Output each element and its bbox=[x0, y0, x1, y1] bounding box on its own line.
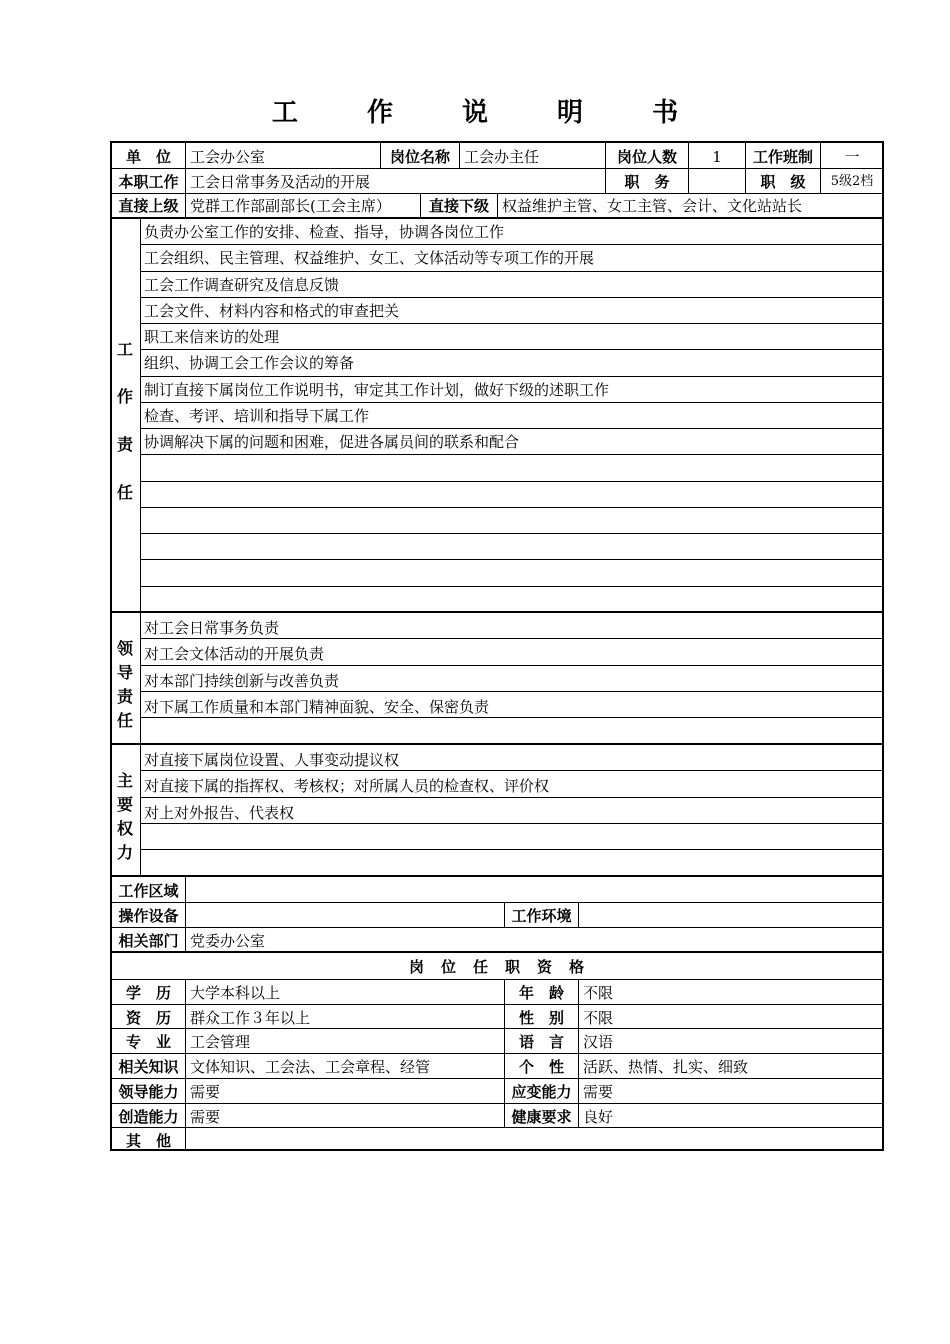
row-divider bbox=[110, 1078, 884, 1079]
position-label: 岗位名称 bbox=[389, 148, 450, 166]
qualification-value: 需要 bbox=[190, 1082, 221, 1101]
qualifications-heading: 岗 位 任 职 资 格 bbox=[408, 958, 585, 976]
superior-label: 直接上级 bbox=[118, 197, 179, 215]
equipment-label: 操作设备 bbox=[118, 907, 179, 925]
qualification-value: 需要 bbox=[190, 1107, 221, 1126]
row-divider bbox=[140, 665, 884, 666]
responsibility-item: 工会组织、民主管理、权益维护、女工、文体活动等专项工作的开展 bbox=[144, 249, 595, 268]
subordinate-label: 直接下级 bbox=[428, 197, 489, 215]
row-divider bbox=[110, 1103, 884, 1104]
other-label: 其 他 bbox=[125, 1132, 171, 1150]
row-divider bbox=[140, 271, 884, 272]
position-value: 工会办主任 bbox=[464, 148, 540, 166]
responsibility-item: 职工来信来访的处理 bbox=[144, 328, 280, 346]
qualification-value: 活跃、热情、扎实、细致 bbox=[583, 1058, 749, 1077]
leadership-item: 对下属工作质量和本部门精神面貌、安全、保密负责 bbox=[144, 697, 490, 716]
row-divider bbox=[140, 454, 884, 455]
related-dept-value: 党委办公室 bbox=[190, 932, 266, 950]
headcount-label: 岗位人数 bbox=[616, 148, 677, 166]
responsibility-item: 制订直接下属岗位工作说明书，审定其工作计划，做好下级的述职工作 bbox=[144, 380, 610, 399]
qualification-label: 性 别 bbox=[518, 1008, 564, 1027]
row-divider bbox=[110, 1028, 884, 1029]
qualification-label: 学 历 bbox=[125, 984, 171, 1002]
row-divider bbox=[140, 559, 884, 560]
row-divider bbox=[110, 1004, 884, 1005]
row-divider bbox=[140, 244, 884, 245]
grade-value: 5级2档 bbox=[830, 174, 874, 189]
leadership-item: 对工会文体活动的开展负责 bbox=[144, 645, 325, 664]
qualification-label: 年 龄 bbox=[518, 984, 564, 1002]
powers-label-char: 主 bbox=[116, 771, 133, 790]
row-divider bbox=[140, 586, 884, 587]
row-divider bbox=[140, 691, 884, 692]
powers-label-char: 要 bbox=[116, 795, 133, 814]
power-item: 对直接下属岗位设置、人事变动提议权 bbox=[144, 751, 400, 769]
row-divider bbox=[140, 507, 884, 508]
powers-label-char: 力 bbox=[116, 843, 133, 862]
row-divider bbox=[140, 533, 884, 534]
qualification-label: 应变能力 bbox=[511, 1082, 572, 1101]
duty-label: 职 务 bbox=[624, 173, 670, 191]
row-divider bbox=[110, 1053, 884, 1054]
powers-label-char: 权 bbox=[116, 819, 133, 838]
leadership-label-char: 任 bbox=[116, 711, 133, 730]
row-divider bbox=[140, 323, 884, 324]
qualification-value: 需要 bbox=[583, 1082, 614, 1101]
superior-value: 党群工作部副部长(工会主席） bbox=[190, 197, 391, 215]
row-divider bbox=[140, 481, 884, 482]
qualification-label: 领导能力 bbox=[118, 1082, 179, 1101]
responsibility-item: 组织、协调工会工作会议的筹备 bbox=[144, 354, 355, 373]
subordinate-value: 权益维护主管、女工主管、会计、文化站站长 bbox=[502, 197, 803, 215]
leadership-label-char: 导 bbox=[116, 663, 133, 682]
qualification-value: 良好 bbox=[583, 1107, 614, 1126]
row-divider bbox=[140, 349, 884, 350]
related-dept-label: 相关部门 bbox=[118, 932, 179, 950]
work-environment-label: 工作环境 bbox=[511, 907, 572, 925]
responsibility-item: 协调解决下属的问题和困难，促进各属员间的联系和配合 bbox=[144, 433, 520, 451]
power-item: 对上对外报告、代表权 bbox=[144, 803, 295, 822]
qualification-value: 不限 bbox=[583, 984, 614, 1002]
row-divider bbox=[140, 297, 884, 298]
unit-value: 工会办公室 bbox=[190, 148, 266, 166]
shift-value: 一 bbox=[844, 148, 860, 166]
qualification-label: 健康要求 bbox=[511, 1107, 572, 1126]
grade-label: 职 级 bbox=[760, 173, 806, 191]
responsibility-item: 负责办公室工作的安排、检查、指导，协调各岗位工作 bbox=[144, 223, 505, 241]
row-divider bbox=[110, 979, 884, 980]
section-divider bbox=[110, 611, 884, 613]
leadership-label-char: 领 bbox=[116, 639, 133, 658]
col-divider bbox=[504, 979, 505, 1127]
responsibilities-label-char: 工 bbox=[116, 340, 133, 359]
qualification-label: 语 言 bbox=[518, 1033, 564, 1052]
leadership-item: 对本部门持续创新与改善负责 bbox=[144, 671, 340, 690]
qualification-label: 资 历 bbox=[125, 1008, 171, 1027]
qualification-value: 汉语 bbox=[583, 1033, 614, 1052]
row-divider bbox=[140, 797, 884, 798]
qualification-label: 专 业 bbox=[125, 1033, 171, 1052]
col-divider bbox=[578, 902, 579, 927]
responsibility-item: 工会文件、材料内容和格式的审查把关 bbox=[144, 301, 400, 320]
responsibilities-label-char: 作 bbox=[116, 387, 133, 406]
responsibilities-label-char: 责 bbox=[116, 435, 133, 454]
work-area-label: 工作区域 bbox=[118, 882, 179, 900]
qualification-value: 文体知识、工会法、工会章程、经管 bbox=[190, 1058, 431, 1077]
col-divider bbox=[185, 979, 186, 1151]
main-work-value: 工会日常事务及活动的开展 bbox=[190, 173, 371, 191]
row-divider bbox=[140, 849, 884, 850]
leadership-item: 对工会日常事务负责 bbox=[144, 619, 280, 637]
qualification-label: 创造能力 bbox=[118, 1107, 179, 1126]
qualification-value: 不限 bbox=[583, 1008, 614, 1027]
page-title: 工 作 说 明 书 bbox=[271, 98, 709, 128]
leadership-label-char: 责 bbox=[116, 687, 133, 706]
section-label-divider bbox=[140, 217, 141, 876]
power-item: 对直接下属的指挥权、考核权；对所属人员的检查权、评价权 bbox=[144, 777, 550, 796]
section-divider bbox=[110, 743, 884, 745]
row-divider bbox=[140, 376, 884, 377]
row-divider bbox=[140, 402, 884, 403]
responsibilities-label-char: 任 bbox=[116, 483, 133, 502]
qualification-label: 相关知识 bbox=[118, 1058, 179, 1077]
main-work-label: 本职工作 bbox=[118, 173, 179, 191]
shift-label: 工作班制 bbox=[752, 148, 813, 166]
row-divider bbox=[140, 638, 884, 639]
unit-label: 单 位 bbox=[125, 148, 171, 166]
row-divider bbox=[140, 428, 884, 429]
qualification-value: 群众工作３年以上 bbox=[190, 1008, 311, 1027]
section-divider bbox=[110, 875, 884, 877]
qualification-value: 工会管理 bbox=[190, 1033, 251, 1052]
headcount-value: 1 bbox=[712, 148, 722, 166]
row-divider bbox=[110, 927, 884, 928]
row-divider bbox=[140, 823, 884, 824]
row-divider bbox=[110, 902, 884, 903]
responsibility-item: 工会工作调查研究及信息反馈 bbox=[144, 275, 340, 294]
qualification-label: 个 性 bbox=[518, 1058, 564, 1077]
col-divider bbox=[578, 979, 579, 1127]
qualification-value: 大学本科以上 bbox=[190, 984, 281, 1002]
row-divider bbox=[140, 770, 884, 771]
row-divider bbox=[140, 717, 884, 718]
row-divider bbox=[110, 1127, 884, 1128]
responsibility-item: 检查、考评、培训和指导下属工作 bbox=[144, 406, 370, 425]
